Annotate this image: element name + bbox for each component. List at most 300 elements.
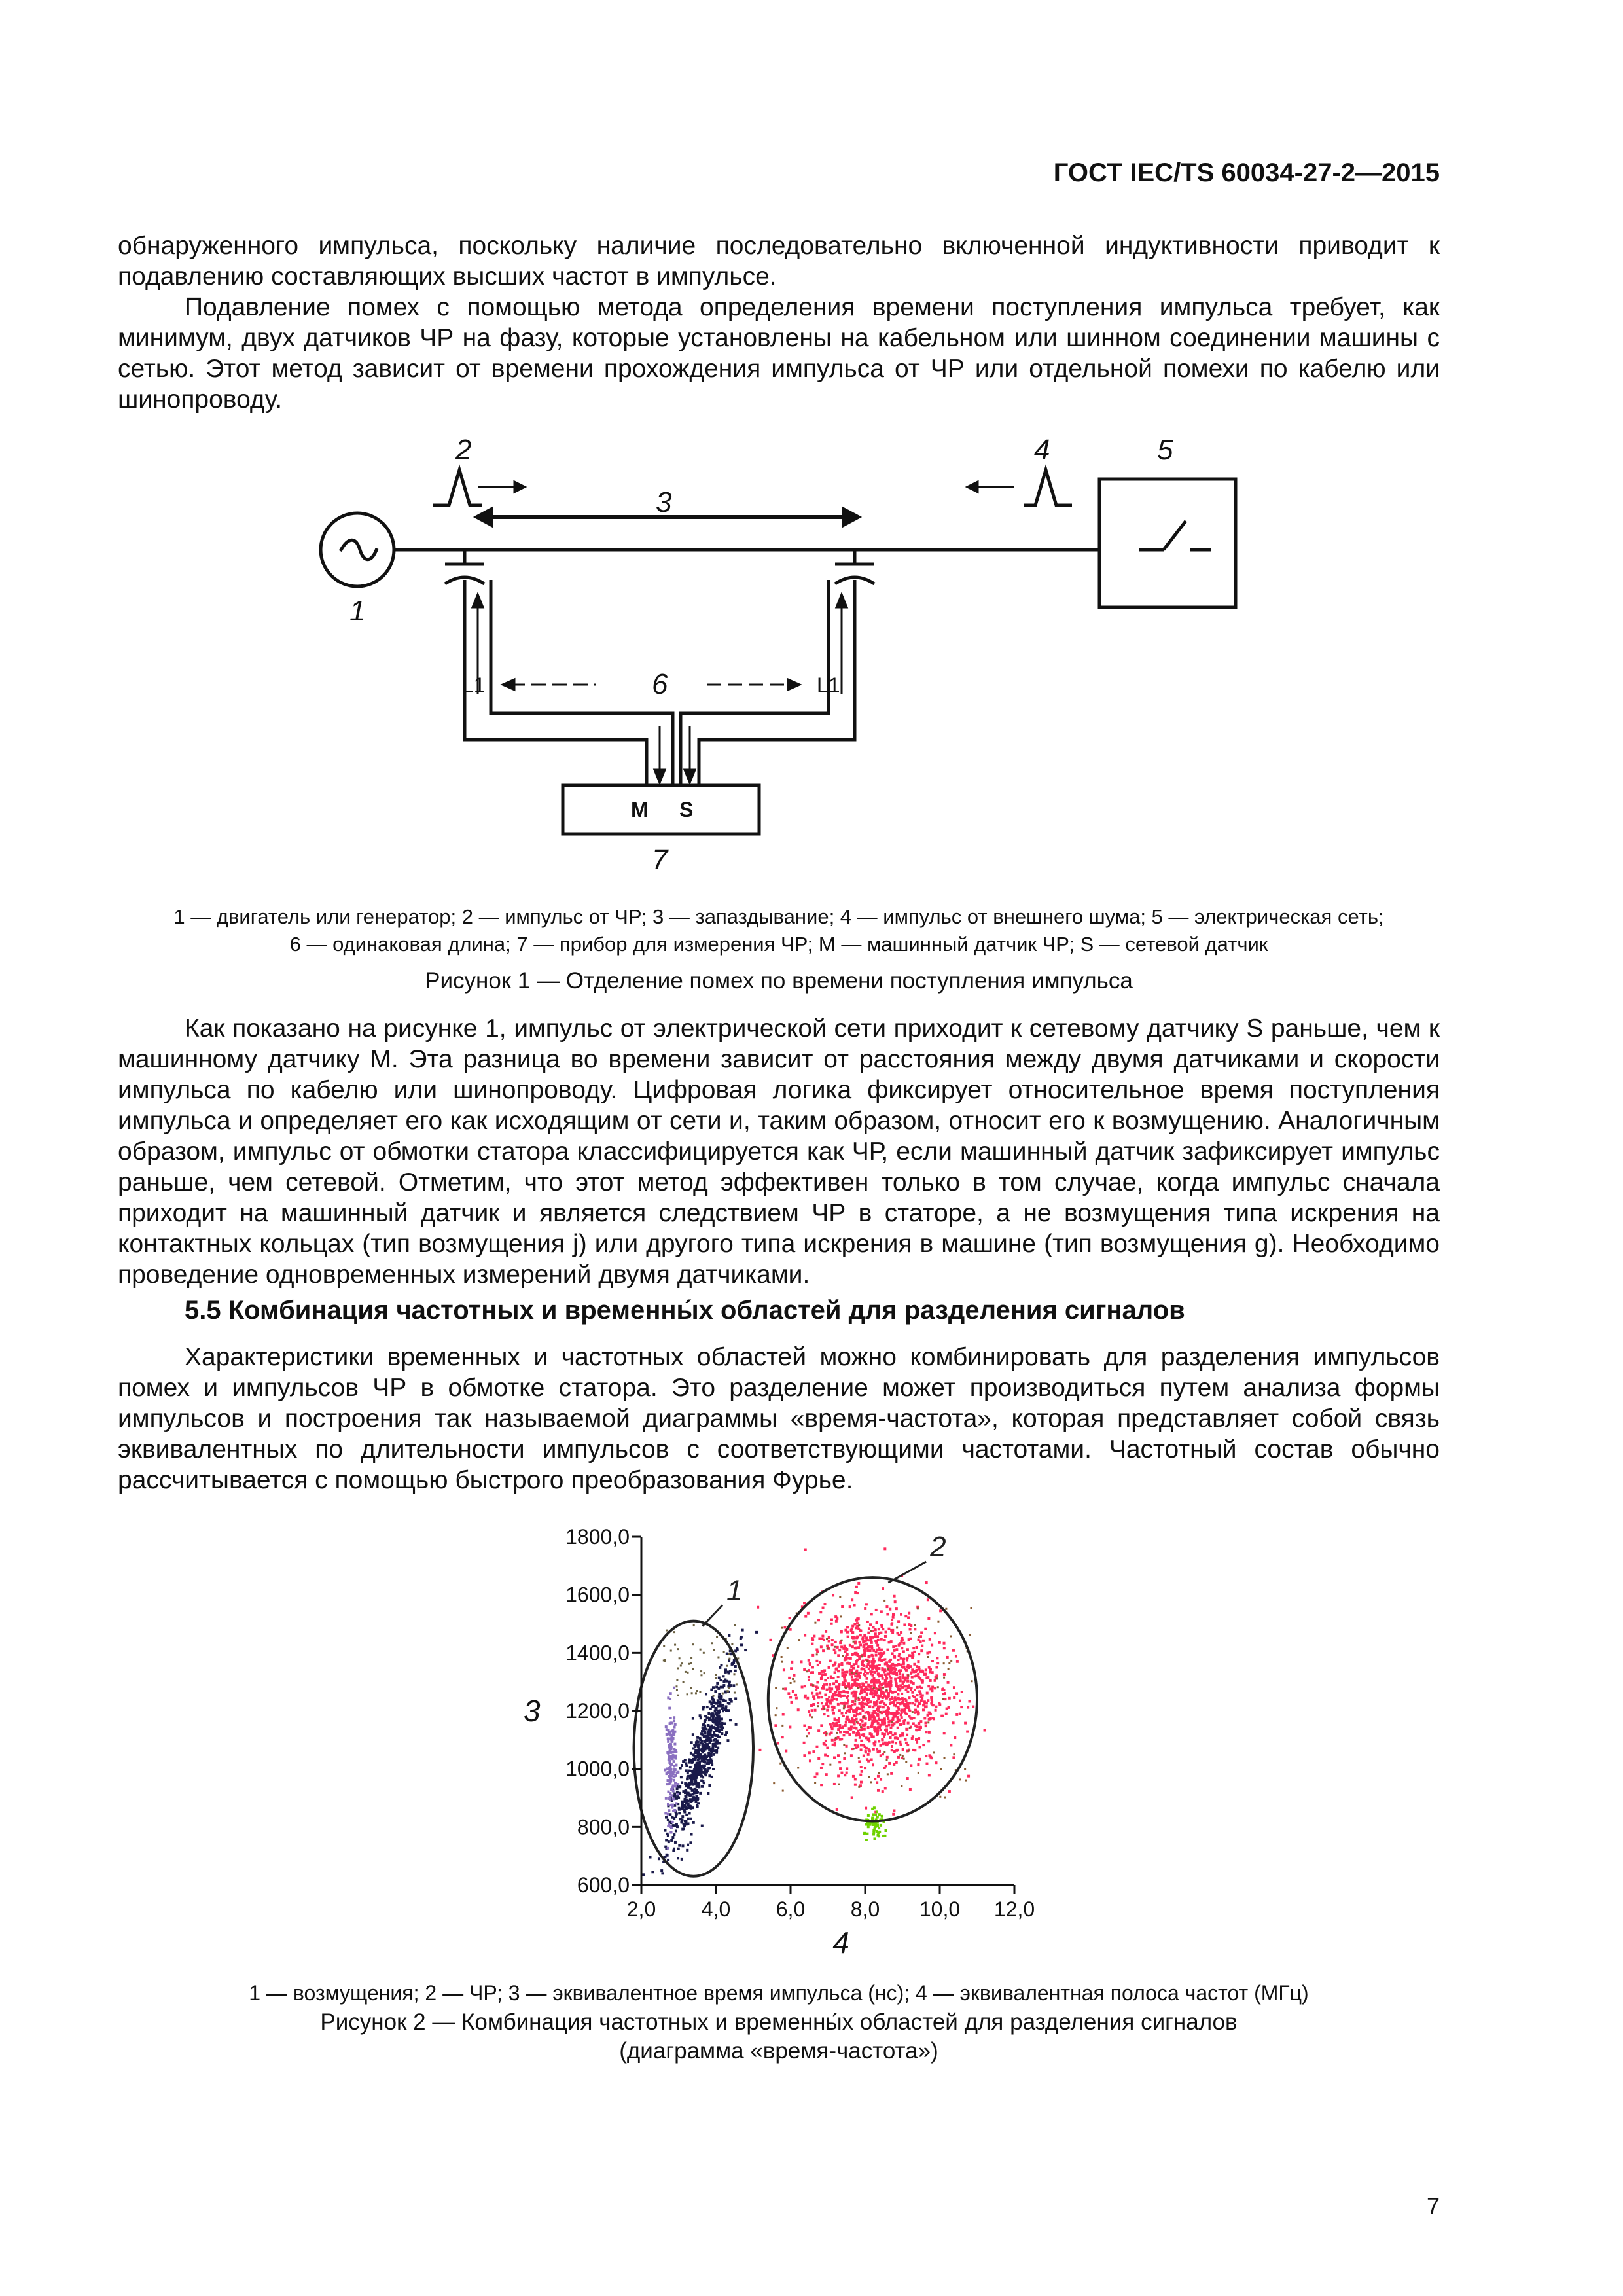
- data-point: [861, 1709, 864, 1712]
- data-point: [831, 1708, 834, 1711]
- data-point: [863, 1673, 865, 1676]
- data-point: [857, 1665, 859, 1668]
- data-point: [728, 1634, 730, 1637]
- data-point: [859, 1634, 862, 1636]
- data-point: [864, 1670, 866, 1673]
- data-point: [866, 1702, 869, 1704]
- data-point: [831, 1706, 834, 1708]
- fig1-label-6: 6: [652, 668, 668, 700]
- data-point: [822, 1705, 825, 1708]
- data-point: [902, 1674, 904, 1676]
- data-point: [694, 1751, 697, 1754]
- data-point: [827, 1698, 829, 1700]
- data-point: [901, 1757, 903, 1759]
- data-point: [693, 1768, 696, 1771]
- data-point: [867, 1698, 870, 1700]
- data-point: [873, 1687, 875, 1689]
- data-point: [714, 1690, 717, 1693]
- data-point: [894, 1664, 897, 1666]
- data-point: [840, 1691, 842, 1693]
- data-point: [898, 1653, 901, 1655]
- data-point: [832, 1677, 835, 1679]
- data-point: [812, 1695, 815, 1698]
- data-point: [781, 1725, 783, 1727]
- data-point: [918, 1653, 920, 1655]
- data-point: [884, 1695, 887, 1698]
- data-point: [918, 1772, 919, 1774]
- data-point: [700, 1670, 702, 1672]
- data-point: [855, 1739, 857, 1742]
- data-point: [878, 1827, 880, 1829]
- data-point: [861, 1696, 863, 1699]
- data-point: [889, 1736, 892, 1739]
- data-point: [878, 1813, 881, 1816]
- data-point: [854, 1778, 857, 1780]
- data-point: [861, 1655, 863, 1657]
- data-point: [706, 1763, 709, 1765]
- data-point: [813, 1698, 815, 1700]
- data-point: [695, 1692, 697, 1694]
- data-point: [847, 1682, 850, 1685]
- data-point: [695, 1795, 698, 1798]
- data-point: [906, 1777, 909, 1780]
- data-point: [851, 1679, 854, 1681]
- data-point: [711, 1696, 714, 1699]
- data-point: [673, 1687, 675, 1689]
- data-point: [966, 1731, 969, 1733]
- data-point: [811, 1709, 813, 1712]
- data-point: [795, 1697, 798, 1700]
- data-point: [869, 1649, 872, 1652]
- data-point: [834, 1671, 836, 1674]
- data-point: [861, 1734, 863, 1736]
- data-point: [736, 1683, 738, 1685]
- data-point: [698, 1757, 701, 1759]
- data-point: [715, 1674, 717, 1676]
- data-point: [835, 1694, 838, 1696]
- data-point: [797, 1708, 800, 1711]
- data-point: [943, 1647, 946, 1649]
- data-point: [700, 1717, 702, 1719]
- cluster-label-1: 1: [726, 1574, 743, 1607]
- data-point: [840, 1662, 843, 1664]
- data-point: [681, 1815, 684, 1818]
- data-point: [821, 1763, 824, 1765]
- data-point: [874, 1679, 876, 1682]
- data-point: [685, 1806, 687, 1808]
- data-point: [901, 1697, 904, 1700]
- data-point: [838, 1683, 840, 1686]
- data-point: [857, 1592, 859, 1594]
- data-point: [717, 1687, 720, 1690]
- data-point: [674, 1757, 677, 1760]
- data-point: [918, 1726, 921, 1729]
- data-point: [864, 1652, 866, 1655]
- data-point: [889, 1731, 892, 1734]
- data-point: [899, 1670, 901, 1673]
- data-point: [785, 1750, 787, 1753]
- data-point: [699, 1749, 702, 1751]
- data-point: [943, 1677, 945, 1679]
- data-point: [910, 1672, 912, 1675]
- data-point: [705, 1755, 708, 1758]
- data-point: [839, 1641, 842, 1644]
- data-point: [722, 1693, 724, 1695]
- data-point: [722, 1686, 724, 1689]
- data-point: [851, 1717, 853, 1720]
- data-point: [781, 1661, 783, 1663]
- data-point: [925, 1581, 928, 1584]
- data-point: [888, 1641, 891, 1643]
- data-point: [853, 1663, 855, 1666]
- data-point: [808, 1679, 810, 1681]
- data-point: [834, 1744, 836, 1746]
- data-point: [820, 1645, 823, 1648]
- data-point: [831, 1639, 834, 1641]
- data-point: [874, 1628, 877, 1631]
- data-point: [859, 1712, 861, 1715]
- data-point: [700, 1649, 702, 1651]
- data-point: [686, 1849, 688, 1852]
- data-point: [735, 1723, 738, 1726]
- data-point: [667, 1803, 669, 1806]
- data-point: [908, 1612, 910, 1615]
- data-point: [851, 1676, 853, 1679]
- data-point: [797, 1767, 799, 1768]
- data-point: [887, 1732, 889, 1735]
- data-point: [857, 1730, 859, 1732]
- y-tick-label: 1000,0: [565, 1757, 630, 1781]
- data-point: [846, 1716, 849, 1719]
- data-point: [740, 1637, 742, 1640]
- data-point: [925, 1722, 927, 1725]
- data-point: [857, 1628, 860, 1630]
- data-point: [929, 1668, 932, 1671]
- data-point: [948, 1697, 951, 1700]
- data-point: [808, 1659, 810, 1662]
- data-point: [687, 1818, 690, 1820]
- data-point: [862, 1640, 865, 1643]
- data-point: [669, 1763, 671, 1765]
- data-point: [851, 1598, 853, 1601]
- data-point: [814, 1709, 817, 1712]
- data-point: [787, 1692, 790, 1695]
- data-point: [694, 1791, 697, 1794]
- data-point: [677, 1793, 679, 1795]
- data-point: [858, 1657, 861, 1660]
- data-point: [887, 1710, 889, 1713]
- data-point: [719, 1702, 722, 1705]
- data-point: [911, 1652, 914, 1655]
- data-point: [838, 1724, 841, 1727]
- data-point: [836, 1646, 839, 1649]
- data-point: [725, 1680, 728, 1683]
- figure-1-legend-line-2: 6 — одинаковая длина; 7 — прибор для измерения ЧР; М — машинный датчик ЧР; S — сетевой датчик: [289, 933, 1268, 956]
- data-point: [891, 1749, 893, 1751]
- data-point: [651, 1871, 654, 1873]
- data-point: [858, 1786, 860, 1788]
- data-point: [717, 1716, 719, 1719]
- data-point: [716, 1682, 719, 1685]
- data-point: [929, 1638, 931, 1641]
- data-point: [794, 1694, 797, 1696]
- data-point: [867, 1753, 870, 1756]
- data-point: [839, 1596, 841, 1598]
- data-point: [851, 1636, 854, 1639]
- data-point: [666, 1854, 668, 1856]
- data-point: [825, 1683, 828, 1686]
- data-point: [792, 1690, 794, 1693]
- paragraph-4: [118, 1342, 1440, 1496]
- data-point: [676, 1772, 679, 1774]
- data-point: [670, 1827, 673, 1829]
- generator-symbol: [321, 513, 394, 586]
- data-point: [824, 1603, 827, 1605]
- x-tick-label: 4,0: [701, 1897, 731, 1921]
- leader-line: [702, 1605, 722, 1626]
- data-point: [678, 1844, 681, 1847]
- data-point: [927, 1598, 929, 1601]
- data-point: [866, 1693, 868, 1696]
- data-point: [725, 1731, 728, 1734]
- data-point: [946, 1708, 948, 1710]
- data-point: [851, 1631, 853, 1634]
- data-point: [676, 1679, 678, 1681]
- data-point: [901, 1732, 904, 1735]
- data-point: [827, 1647, 829, 1649]
- data-point: [667, 1847, 669, 1850]
- data-point: [845, 1659, 847, 1661]
- data-point: [685, 1769, 688, 1772]
- data-point: [895, 1742, 897, 1744]
- data-point: [947, 1681, 950, 1684]
- data-point: [781, 1736, 784, 1738]
- data-point: [900, 1631, 902, 1634]
- data-point: [859, 1736, 861, 1739]
- data-point: [959, 1713, 961, 1715]
- data-point: [837, 1728, 840, 1731]
- data-point: [935, 1666, 938, 1668]
- data-point: [757, 1606, 759, 1609]
- fig1-label-2: 2: [455, 434, 472, 466]
- data-point: [724, 1691, 727, 1693]
- data-point: [882, 1753, 884, 1755]
- data-point: [690, 1799, 693, 1802]
- data-point: [724, 1671, 727, 1674]
- data-point: [874, 1729, 877, 1732]
- data-point: [668, 1755, 671, 1757]
- data-point: [891, 1724, 893, 1727]
- data-point: [955, 1713, 958, 1716]
- data-point: [734, 1624, 736, 1626]
- data-point: [885, 1725, 888, 1728]
- data-point: [885, 1677, 888, 1680]
- data-point: [927, 1740, 930, 1742]
- data-point: [829, 1764, 831, 1766]
- data-point: [845, 1691, 847, 1693]
- data-point: [869, 1700, 872, 1703]
- data-point: [840, 1630, 843, 1633]
- data-point: [881, 1815, 883, 1818]
- data-point: [895, 1607, 898, 1610]
- data-point: [791, 1661, 793, 1664]
- data-point: [954, 1736, 956, 1739]
- data-point: [704, 1721, 706, 1723]
- data-point: [860, 1781, 863, 1784]
- data-point: [863, 1716, 865, 1718]
- data-point: [862, 1664, 865, 1666]
- data-point: [673, 1760, 675, 1763]
- data-point: [864, 1607, 866, 1610]
- data-point: [709, 1738, 712, 1740]
- data-point: [667, 1819, 669, 1821]
- data-point: [821, 1708, 824, 1710]
- data-point: [874, 1693, 877, 1696]
- data-point: [910, 1688, 912, 1691]
- data-point: [673, 1795, 676, 1797]
- data-point: [700, 1775, 703, 1778]
- data-point: [827, 1715, 829, 1717]
- data-point: [866, 1758, 868, 1761]
- data-point: [685, 1671, 687, 1673]
- data-point: [828, 1640, 830, 1642]
- data-point: [920, 1649, 923, 1652]
- data-point: [713, 1695, 715, 1697]
- data-point: [672, 1797, 675, 1800]
- data-point: [801, 1686, 804, 1689]
- data-point: [897, 1693, 899, 1696]
- data-point: [877, 1775, 880, 1778]
- data-point: [864, 1767, 866, 1769]
- data-point: [697, 1802, 700, 1804]
- data-point: [704, 1773, 707, 1776]
- data-point: [829, 1723, 832, 1725]
- data-point: [717, 1736, 720, 1738]
- data-point: [696, 1785, 698, 1788]
- data-point: [709, 1708, 712, 1710]
- data-point: [872, 1626, 875, 1628]
- data-point: [812, 1654, 814, 1657]
- data-point: [895, 1674, 898, 1676]
- data-point: [838, 1649, 841, 1651]
- figure-1-caption: Рисунок 1 — Отделение помех по времени поступления импульса: [425, 968, 1133, 994]
- data-point: [878, 1667, 880, 1670]
- data-point: [904, 1689, 907, 1691]
- data-point: [820, 1696, 823, 1698]
- data-point: [683, 1827, 685, 1830]
- data-point: [890, 1712, 893, 1715]
- data-point: [844, 1683, 846, 1686]
- data-point: [846, 1772, 848, 1774]
- data-point: [672, 1784, 675, 1787]
- data-point: [897, 1706, 900, 1709]
- data-point: [872, 1813, 874, 1816]
- fig1-label-4: 4: [1034, 434, 1050, 466]
- data-point: [862, 1636, 865, 1639]
- data-point: [673, 1631, 675, 1633]
- data-point: [855, 1685, 858, 1687]
- data-point: [872, 1658, 875, 1660]
- data-point: [899, 1698, 901, 1700]
- data-point: [876, 1751, 879, 1753]
- data-point: [834, 1641, 837, 1643]
- data-point: [685, 1823, 688, 1825]
- data-point: [673, 1833, 675, 1836]
- data-point: [918, 1737, 920, 1740]
- data-point: [930, 1696, 933, 1699]
- data-point: [881, 1738, 883, 1741]
- data-point: [727, 1709, 730, 1712]
- data-point: [887, 1628, 890, 1630]
- data-point: [716, 1636, 718, 1638]
- data-point: [692, 1643, 694, 1645]
- data-point: [800, 1660, 802, 1663]
- data-point: [853, 1727, 856, 1729]
- data-point: [901, 1708, 904, 1711]
- data-point: [672, 1824, 675, 1827]
- x-tick-label: 10,0: [919, 1897, 961, 1921]
- data-point: [669, 1792, 671, 1795]
- data-point: [823, 1708, 825, 1710]
- data-point: [854, 1700, 856, 1702]
- data-point: [956, 1660, 959, 1663]
- data-point: [835, 1737, 837, 1739]
- data-point: [916, 1700, 919, 1702]
- figure-2-chart: [497, 1518, 1086, 1977]
- data-point: [808, 1676, 810, 1678]
- data-point: [847, 1636, 849, 1638]
- data-point: [865, 1681, 868, 1683]
- data-point: [685, 1814, 688, 1816]
- data-point: [877, 1714, 880, 1717]
- data-point: [837, 1670, 840, 1672]
- data-point: [859, 1676, 861, 1679]
- data-point: [817, 1664, 819, 1666]
- data-point: [704, 1769, 706, 1772]
- data-point: [922, 1708, 925, 1711]
- data-point: [681, 1801, 684, 1803]
- data-point: [728, 1672, 730, 1674]
- data-point: [712, 1768, 715, 1770]
- data-point: [707, 1735, 709, 1738]
- data-point: [907, 1722, 910, 1725]
- data-point: [817, 1696, 820, 1699]
- data-point: [934, 1632, 936, 1634]
- pd-instrument-box: [563, 785, 759, 834]
- data-point: [871, 1679, 874, 1681]
- data-point: [835, 1722, 838, 1725]
- data-point: [885, 1689, 887, 1691]
- data-point: [917, 1763, 919, 1766]
- data-point: [837, 1654, 840, 1657]
- data-point: [790, 1667, 793, 1670]
- data-point: [670, 1831, 673, 1834]
- data-point: [910, 1764, 912, 1767]
- data-point: [781, 1656, 783, 1658]
- fig1-label-7: 7: [652, 844, 668, 876]
- data-point: [860, 1729, 863, 1731]
- data-point: [703, 1767, 705, 1769]
- paragraph-1-text: обнаруженного импульса, поскольку наличие последовательно включенной индуктивности приводит к подавлению составляющих высших частот в импульсе.: [118, 232, 1440, 291]
- data-point: [723, 1651, 725, 1653]
- data-point: [707, 1712, 710, 1715]
- data-point: [831, 1695, 834, 1698]
- data-point: [876, 1816, 879, 1818]
- data-point: [870, 1613, 873, 1615]
- data-point: [677, 1695, 679, 1696]
- data-point: [861, 1720, 864, 1723]
- data-point: [904, 1704, 906, 1707]
